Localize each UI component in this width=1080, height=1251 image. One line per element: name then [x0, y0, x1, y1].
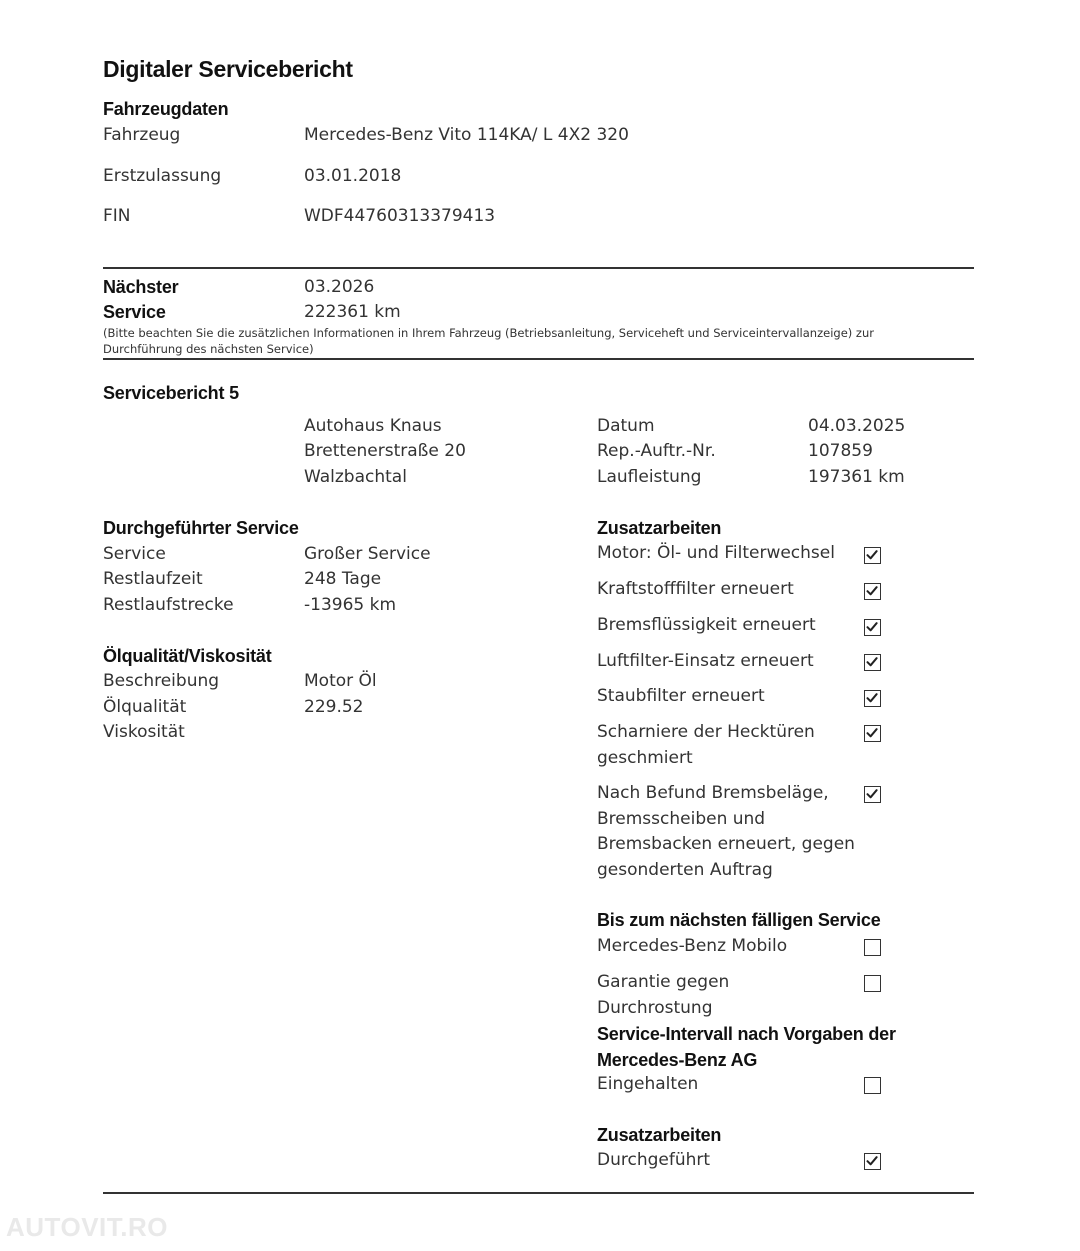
until-next-service-item-label: Mercedes-Benz Mobilo — [597, 936, 788, 956]
watermark: AUTOVIT.RO — [6, 1212, 168, 1242]
fin-value: WDF44760313379413 — [304, 206, 496, 226]
next-service-label-2: Service — [103, 302, 166, 322]
vehicle-model-value: Mercedes-Benz Vito 114KA/ L 4X2 320 — [304, 125, 629, 145]
until-next-service-heading: Bis zum nächsten fälligen Service — [597, 910, 881, 930]
additional-work-item-label: Scharniere der Hecktüren geschmiert — [597, 722, 815, 768]
check-icon — [866, 1155, 878, 1167]
additional-work-item-label: Kraftstofffilter erneuert — [597, 579, 794, 599]
additional-work-item-label: Nach Befund Bremsbeläge, Bremsscheiben und Bremsbacken erneuert, gegen gesonderten Auftrag — [597, 783, 855, 880]
dealer-street: Brettenerstraße 20 — [304, 441, 466, 461]
next-service-date: 03.2026 — [304, 277, 375, 297]
check-icon — [866, 692, 878, 704]
oil-heading: Ölqualität/Viskosität — [103, 646, 272, 666]
checkbox[interactable] — [864, 786, 881, 803]
remaining-distance-value: -13965 km — [304, 595, 397, 615]
checkbox[interactable] — [864, 939, 881, 956]
oil-quality-value: 229.52 — [304, 697, 364, 717]
checkbox[interactable] — [864, 654, 881, 671]
first-registration-value: 03.01.2018 — [304, 166, 402, 186]
checkbox[interactable] — [864, 690, 881, 707]
checkbox[interactable] — [864, 583, 881, 600]
interval-heading: Service-Intervall nach Vorgaben der Mercedes-Benz AG — [597, 1024, 896, 1070]
next-service-note: (Bitte beachten Sie die zusätzlichen Informationen in Ihrem Fahrzeug (Betriebsanleitung, Serviceheft und Serviceintervallanzeige) zur Durchführung des nächsten Service) — [103, 326, 874, 356]
next-service-mileage: 222361 km — [304, 302, 401, 322]
mileage-label: Laufleistung — [597, 467, 702, 487]
divider — [103, 1192, 974, 1194]
date-label: Datum — [597, 416, 655, 436]
check-icon — [866, 656, 878, 668]
checkbox[interactable] — [864, 725, 881, 742]
check-icon — [866, 727, 878, 739]
until-next-service-item-label: Garantie gegen Durchrostung — [597, 972, 730, 1018]
check-icon — [866, 788, 878, 800]
remaining-time-value: 248 Tage — [304, 569, 382, 589]
interval-item-label: Eingehalten — [597, 1074, 699, 1094]
order-number-label: Rep.-Auftr.-Nr. — [597, 441, 716, 461]
vehicle-label: Fahrzeug — [103, 125, 181, 145]
additional-work-2-heading: Zusatzarbeiten — [597, 1125, 722, 1145]
oil-description-value: Motor Öl — [304, 671, 377, 691]
check-icon — [866, 549, 878, 561]
date-value: 04.03.2025 — [808, 416, 906, 436]
check-icon — [866, 585, 878, 597]
checkbox[interactable] — [864, 1153, 881, 1170]
checkbox[interactable] — [864, 1077, 881, 1094]
remaining-time-label: Restlaufzeit — [103, 569, 203, 589]
checkbox[interactable] — [864, 975, 881, 992]
checkbox[interactable] — [864, 619, 881, 636]
first-registration-label: Erstzulassung — [103, 166, 222, 186]
oil-description-label: Beschreibung — [103, 671, 220, 691]
viscosity-label: Viskosität — [103, 722, 185, 742]
report-heading: Servicebericht 5 — [103, 383, 239, 403]
vehicle-heading: Fahrzeugdaten — [103, 99, 229, 119]
additional-work-2-item-label: Durchgeführt — [597, 1150, 711, 1170]
check-icon — [866, 621, 878, 633]
additional-work-item-label: Luftfilter-Einsatz erneuert — [597, 651, 814, 671]
additional-work-item-label: Motor: Öl- und Filterwechsel — [597, 543, 835, 563]
divider — [103, 267, 974, 269]
order-number-value: 107859 — [808, 441, 873, 461]
next-service-label-1: Nächster — [103, 277, 179, 297]
dealer-name: Autohaus Knaus — [304, 416, 442, 436]
service-label: Service — [103, 544, 166, 564]
divider — [103, 358, 974, 360]
additional-work-heading: Zusatzarbeiten — [597, 518, 722, 538]
dealer-city: Walzbachtal — [304, 467, 407, 487]
service-value: Großer Service — [304, 544, 431, 564]
fin-label: FIN — [103, 206, 131, 226]
additional-work-item-label: Staubfilter erneuert — [597, 686, 765, 706]
mileage-value: 197361 km — [808, 467, 905, 487]
checkbox[interactable] — [864, 547, 881, 564]
remaining-distance-label: Restlaufstrecke — [103, 595, 234, 615]
performed-service-heading: Durchgeführter Service — [103, 518, 299, 538]
page-title: Digitaler Servicebericht — [103, 56, 353, 82]
oil-quality-label: Ölqualität — [103, 697, 187, 717]
additional-work-item-label: Bremsflüssigkeit erneuert — [597, 615, 816, 635]
